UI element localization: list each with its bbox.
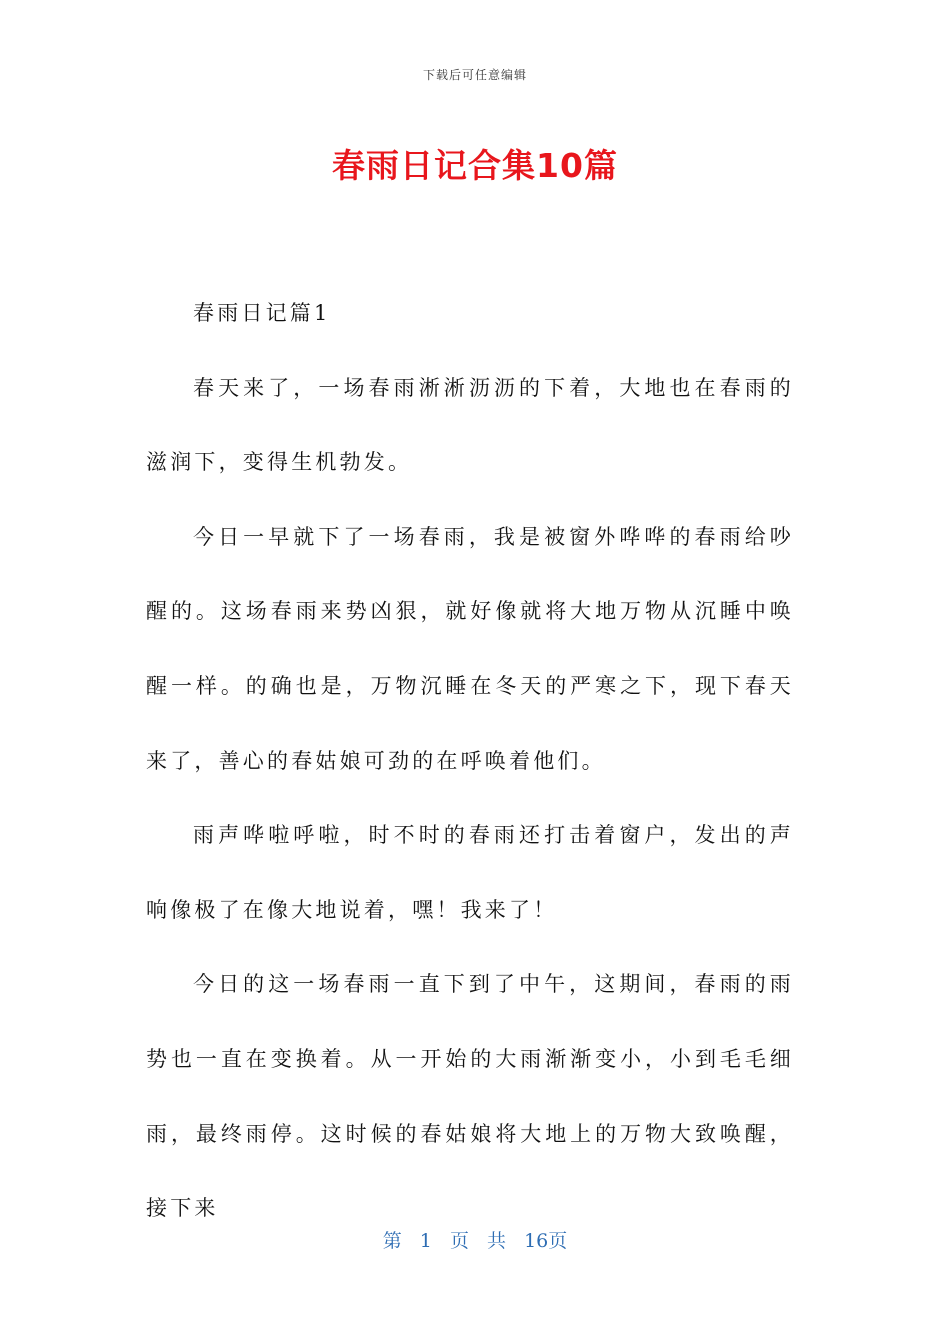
page-footer [0,1226,950,1253]
body-paragraph: 今日一早就下了一场春雨，我是被窗外哗哗的春雨给吵醒的。这场春雨来势凶狠，就好像就将大地万物从沉睡中唤醒一样。的确也是，万物沉睡在冬天的严寒之下，现下春天来了，善心的春姑娘可劲的在呼唤着他们。 [146,524,794,773]
footer-of-label: 页 [449,1230,469,1252]
section-heading: 春雨日记篇1 [193,301,331,325]
footer-current-page: 1 [419,1230,432,1252]
body-paragraph: 今日的这一场春雨一直下到了中午，这期间，春雨的雨势也一直在变换着。从一开始的大雨渐渐变小，小到毛毛细雨，最终雨停。这时候的春姑娘将大地上的万物大致唤醒，接下来 [146,972,794,1221]
document-title: 春雨日记合集10篇 [332,146,618,185]
body-paragraph: 雨声哗啦呼啦，时不时的春雨还打击着窗户，发出的声响像极了在像大地说着，嘿！我来了！ [146,823,794,922]
footer-total-label: 共 [487,1230,507,1252]
footer-total-pages: 16页 [524,1230,568,1252]
document-body [146,276,794,1246]
header-note: 下载后可任意编辑 [422,68,527,82]
footer-page-label: 第 [382,1230,402,1252]
body-paragraph: 春天来了，一场春雨淅淅沥沥的下着，大地也在春雨的滋润下，变得生机勃发。 [146,375,794,475]
